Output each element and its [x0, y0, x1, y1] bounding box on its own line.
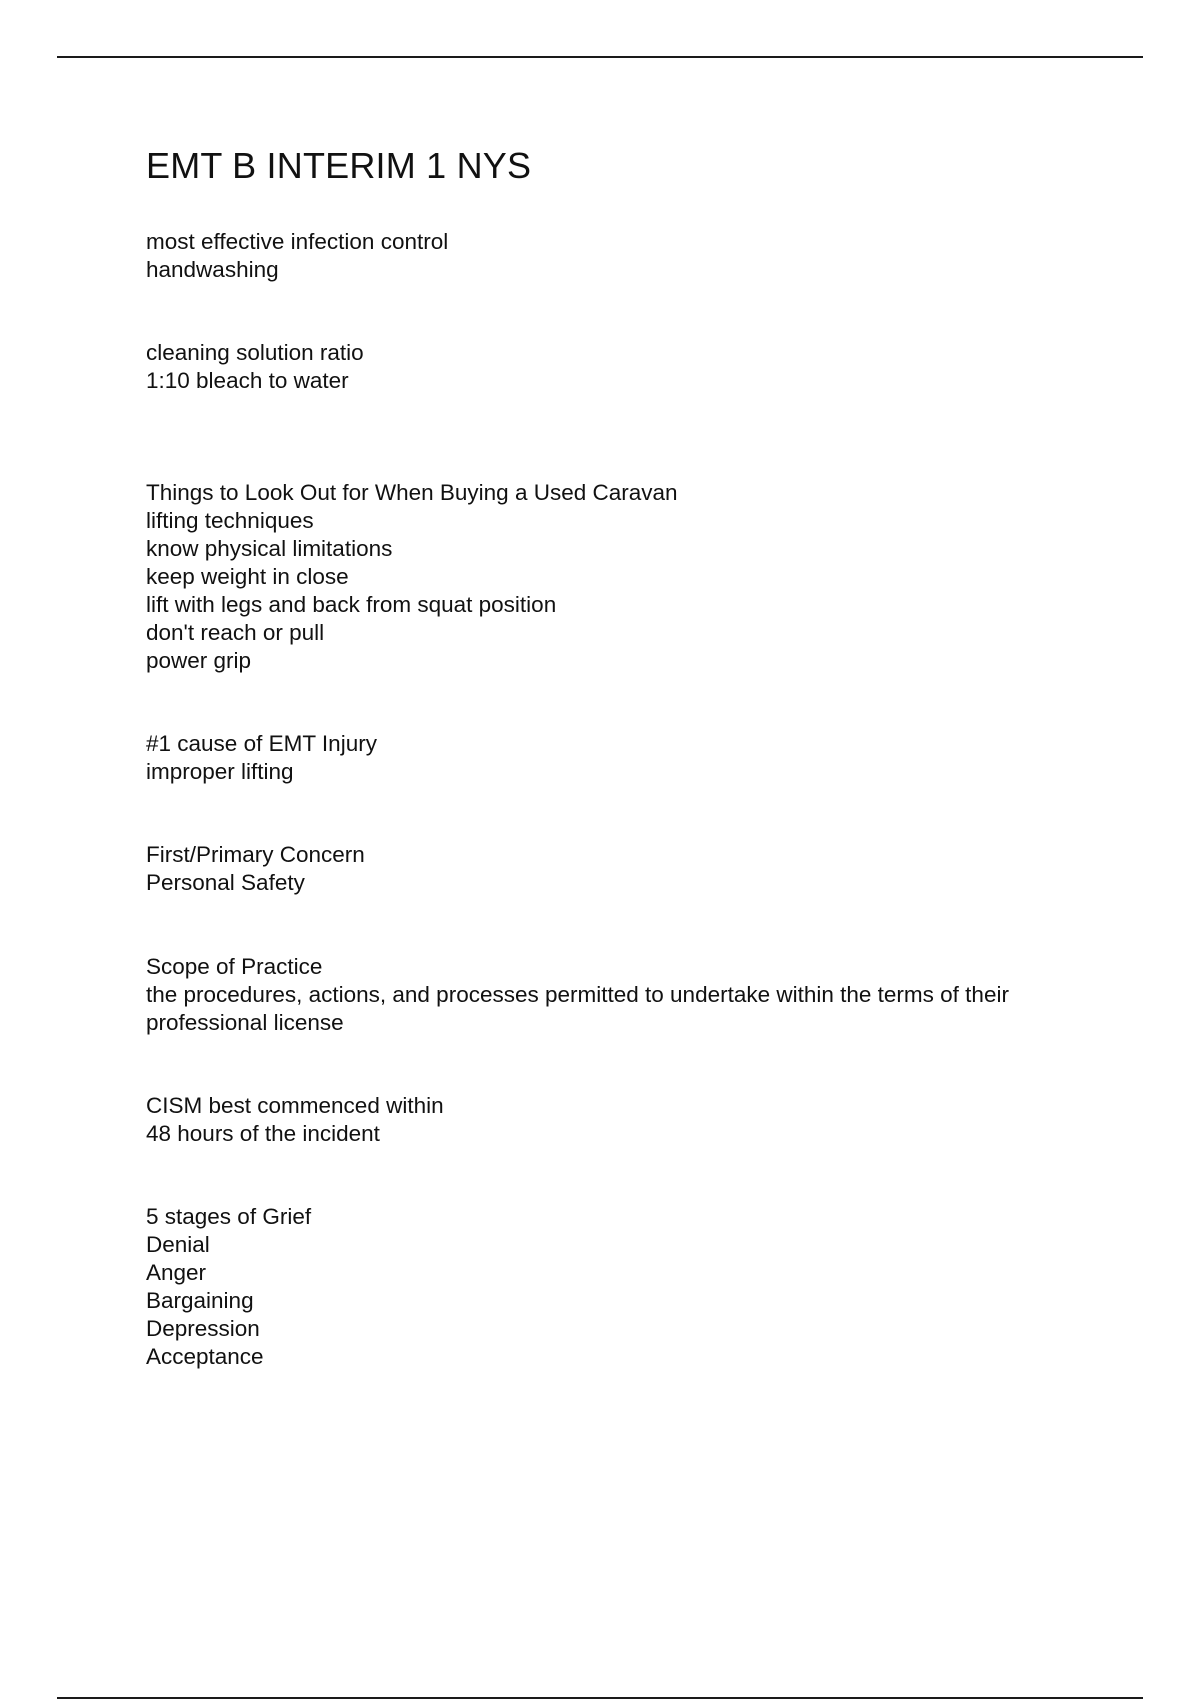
card-answer-line: Anger — [146, 1260, 207, 1285]
card-answer-line: know physical limitations — [146, 536, 393, 561]
bottom-divider — [57, 1697, 1143, 1699]
card-answer-line: the procedures, actions, and processes permitted to undertake within the terms of their — [146, 982, 1009, 1007]
flashcard-stages-of-grief — [146, 1203, 1086, 1371]
card-answer-line: Denial — [146, 1232, 210, 1257]
flashcard-cleaning-ratio — [146, 339, 1086, 395]
document-title: EMT B INTERIM 1 NYS — [146, 145, 532, 186]
flashcard-primary-concern — [146, 841, 1086, 897]
card-term: Scope of Practice — [146, 954, 323, 979]
card-answer-line: don't reach or pull — [146, 620, 325, 645]
card-answer-line: improper lifting — [146, 759, 294, 784]
card-term: First/Primary Concern — [146, 842, 365, 867]
card-term: most effective infection control — [146, 229, 449, 254]
card-answer-line: handwashing — [146, 257, 279, 282]
card-answer-line: power grip — [146, 648, 252, 673]
card-answer-line: Acceptance — [146, 1344, 264, 1369]
top-divider — [57, 56, 1143, 58]
card-answer-line: Personal Safety — [146, 870, 305, 895]
flashcard-lifting-techniques — [146, 479, 1086, 675]
card-answer-line: lifting techniques — [146, 508, 314, 533]
card-answer-line: 48 hours of the incident — [146, 1121, 380, 1146]
card-answer-line: Bargaining — [146, 1288, 254, 1313]
flashcard-cism — [146, 1092, 1086, 1148]
flashcard-emt-injury — [146, 730, 1086, 786]
card-term: Things to Look Out for When Buying a Used Caravan — [146, 480, 678, 505]
card-term: cleaning solution ratio — [146, 340, 364, 365]
card-answer-line: professional license — [146, 1010, 344, 1035]
card-answer-line: keep weight in close — [146, 564, 349, 589]
flashcard-infection-control — [146, 228, 1086, 284]
card-term: 5 stages of Grief — [146, 1204, 312, 1229]
card-answer-line: Depression — [146, 1316, 260, 1341]
card-term: #1 cause of EMT Injury — [146, 731, 377, 756]
flashcard-scope-of-practice — [146, 953, 1086, 1037]
card-answer-line: 1:10 bleach to water — [146, 368, 349, 393]
card-answer-line: lift with legs and back from squat position — [146, 592, 557, 617]
card-term: CISM best commenced within — [146, 1093, 444, 1118]
